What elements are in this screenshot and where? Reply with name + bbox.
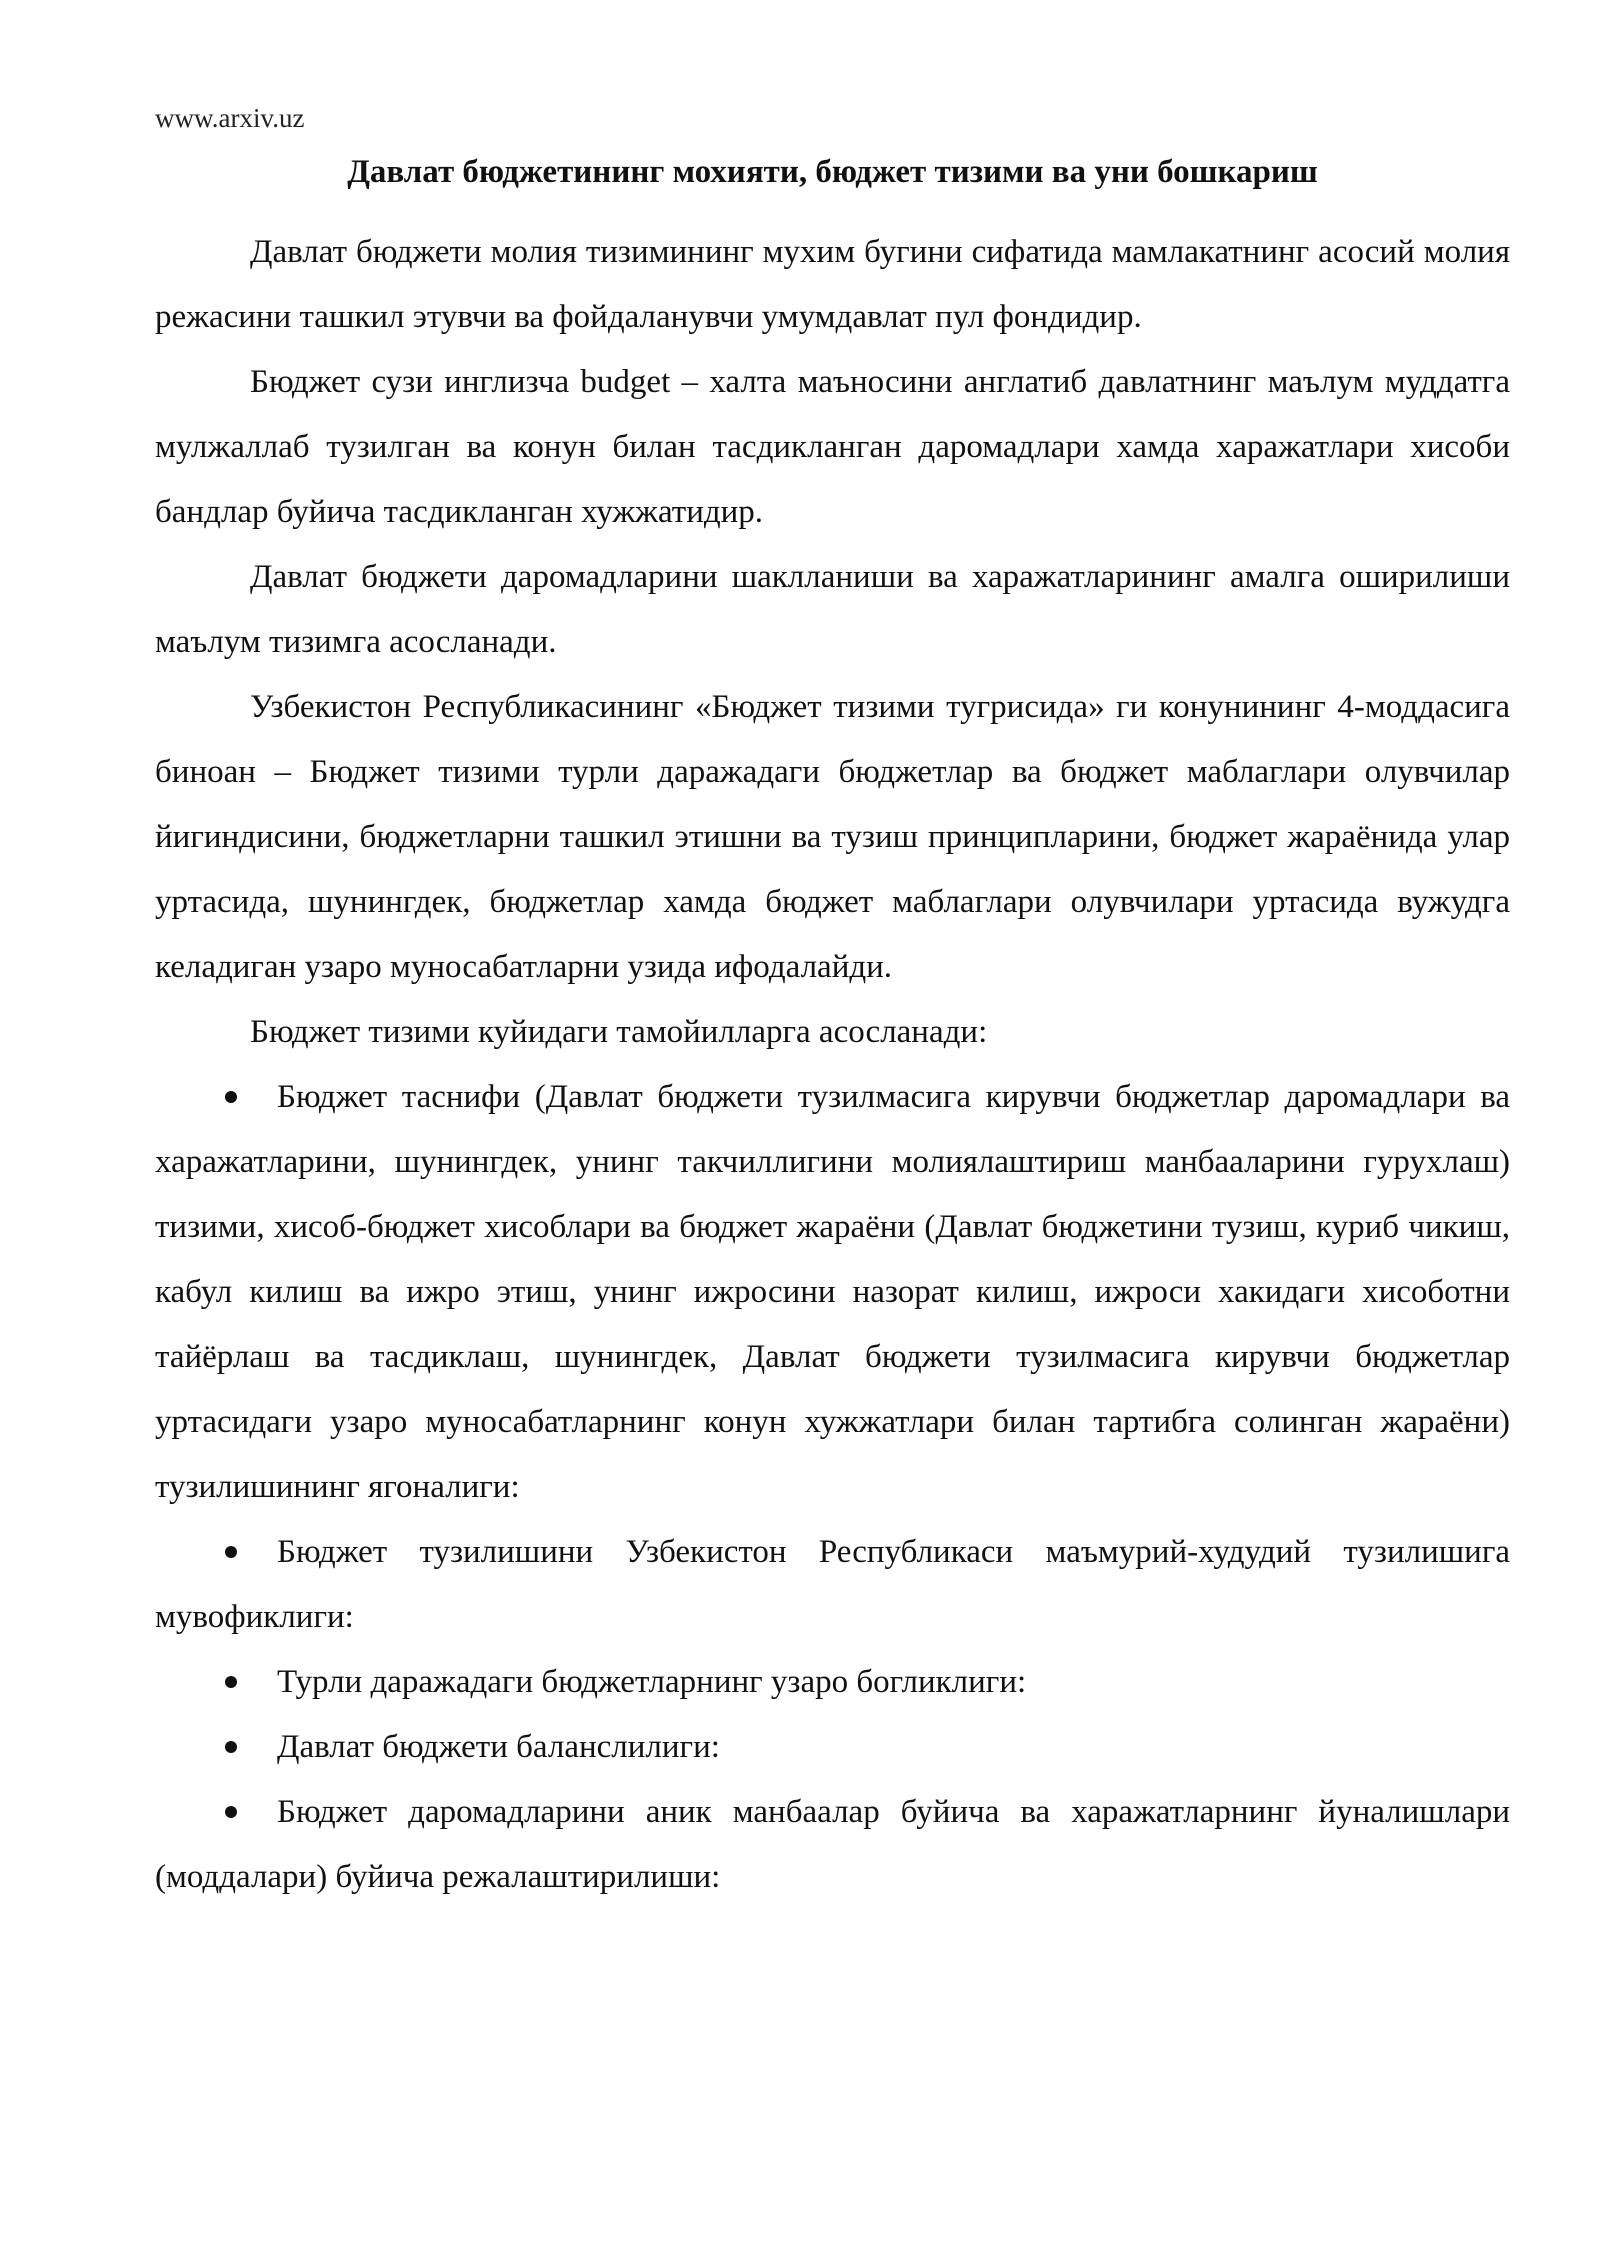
list-item-text: Бюджет тузилишини Узбекистон Республикаси маъмурий-худудий тузилишига мувофиклиги: bbox=[155, 1534, 1510, 1635]
list-item bbox=[155, 1715, 1510, 1780]
header-url: www.arxiv.uz bbox=[155, 103, 305, 133]
bullet-icon bbox=[225, 1546, 237, 1558]
principles-list bbox=[155, 1065, 1510, 1910]
bullet-icon bbox=[225, 1676, 237, 1688]
bullet-icon bbox=[225, 1806, 237, 1818]
paragraph-5: Бюджет тизими куйидаги тамойилларга асосланади: bbox=[250, 1014, 988, 1050]
list-item-text: Бюджет даромадларини аник манбаалар буйича ва харажатларнинг йуналишлари (моддалари) буйича режалаштирилиши: bbox=[155, 1794, 1510, 1895]
bullet-icon bbox=[225, 1741, 237, 1753]
list-item bbox=[155, 1650, 1510, 1715]
paragraph-2: Бюджет сузи инглизча budget – халта маъносини англатиб давлатнинг маълум муддатга мулжаллаб тузилган ва конун билан тасдикланган даромадлари хамда харажатлари хисоби бандлар буйича тасдикланган хужжатидир. bbox=[155, 364, 1510, 530]
list-item-text: Бюджет таснифи (Давлат бюджети тузилмасига кирувчи бюджетлар даромадлари ва харажатларини, шунингдек, унинг такчиллигини молиялаштириш манбааларини гурухлаш) тизими, хисоб-бюджет хисоблари ва бюджет жараёни (Давлат бюджетини тузиш, куриб чикиш, кабул килиш ва ижро этиш, унинг ижросини назорат килиш, ижроси хакидаги хисоботни тайёрлаш ва тасдиклаш, шунингдек, Давлат бюджети тузилмасига кирувчи бюджетлар уртасидаги узаро муносабатларнинг конун хужжатлари билан тартибга солинган жараёни) тузилишининг ягоналиги: bbox=[155, 1079, 1510, 1505]
list-item-text: Давлат бюджети баланслилиги: bbox=[277, 1729, 720, 1765]
list-item bbox=[155, 1780, 1510, 1910]
document-page bbox=[155, 98, 1510, 1910]
list-item-text: Турли даражадаги бюджетларнинг узаро богликлиги: bbox=[277, 1664, 1027, 1700]
paragraph-4: Узбекистон Республикасининг «Бюджет тизими тугрисида» ги конунининг 4-моддасига биноан – Бюджет тизими турли даражадаги бюджетлар ва бюджет маблаглари олувчилар йигиндисини, бюджетларни ташкил этишни ва тузиш принципларини, бюджет жараёнида улар уртасида, шунингдек, бюджетлар хамда бюджет маблаглари олувчилари уртасида вужудга келадиган узаро муносабатларни узида ифодалайди. bbox=[155, 689, 1510, 985]
paragraph-3: Давлат бюджети даромадларини шаклланиши ва харажатларининг амалга оширилиши маълум тизимга асосланади. bbox=[155, 559, 1510, 660]
list-item bbox=[155, 1065, 1510, 1520]
bullet-icon bbox=[225, 1091, 237, 1103]
list-item bbox=[155, 1520, 1510, 1650]
document-title: Давлат бюджетининг мохияти, бюджет тизими ва уни бошкариш bbox=[347, 154, 1318, 190]
paragraph-1: Давлат бюджети молия тизимининг мухим бугини сифатида мамлакатнинг асосий молия режасини ташкил этувчи ва фойдаланувчи умумдавлат пул фондидир. bbox=[155, 234, 1510, 335]
